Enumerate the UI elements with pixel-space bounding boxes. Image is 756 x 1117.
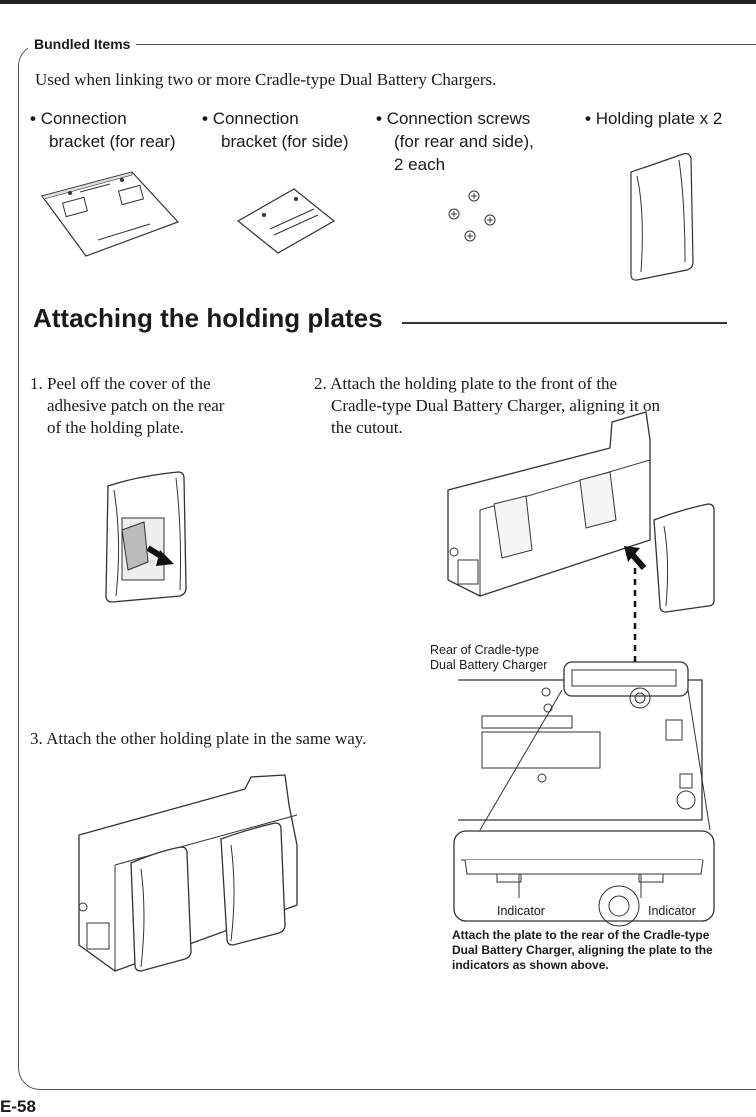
side-bracket-illustration [236,185,336,255]
item-side-bracket: • Connection bracket (for side) [202,109,349,151]
rear-label: Rear of Cradle-type Dual Battery Charger [430,643,548,672]
indicator-right-label: Indicator [648,904,696,918]
frame-label: Bundled Items [28,36,136,52]
item-holding-plate: • Holding plate x 2 [585,109,723,128]
item-rear-bracket: • Connection bracket (for rear) [30,109,176,151]
step-2: 2. Attach the holding plate to the front of the Cradle-type Dual Battery Charger, aligning it on the cutout. [314,374,661,437]
section-title: Attaching the holding plates [33,303,383,333]
charger-two-plates-illustration [75,775,315,985]
charger-front-illustration [440,400,730,615]
indicator-left-label: Indicator [497,904,545,918]
intro-text: Used when linking two or more Cradle-type Dual Battery Chargers. [35,70,497,89]
page-number: E-58 [0,1097,36,1116]
rear-bracket-illustration [40,170,180,260]
rear-caption: Attach the plate to the rear of the Cradle-type Dual Battery Charger, aligning the plate to the indicators as shown above. [452,928,713,972]
holding-plate-illustration [625,152,695,282]
screws-illustration [440,188,500,248]
step-1: 1. Peel off the cover of the adhesive patch on the rear of the holding plate. [30,374,225,437]
top-rule [0,0,756,4]
section-rule [402,322,727,324]
peel-cover-illustration [98,470,193,605]
zoom-lines [450,680,730,840]
item-screws: • Connection screws (for rear and side), 2 each [376,109,534,174]
step-3: 3. Attach the other holding plate in the same way. [30,729,367,748]
dashed-connector [630,568,640,668]
